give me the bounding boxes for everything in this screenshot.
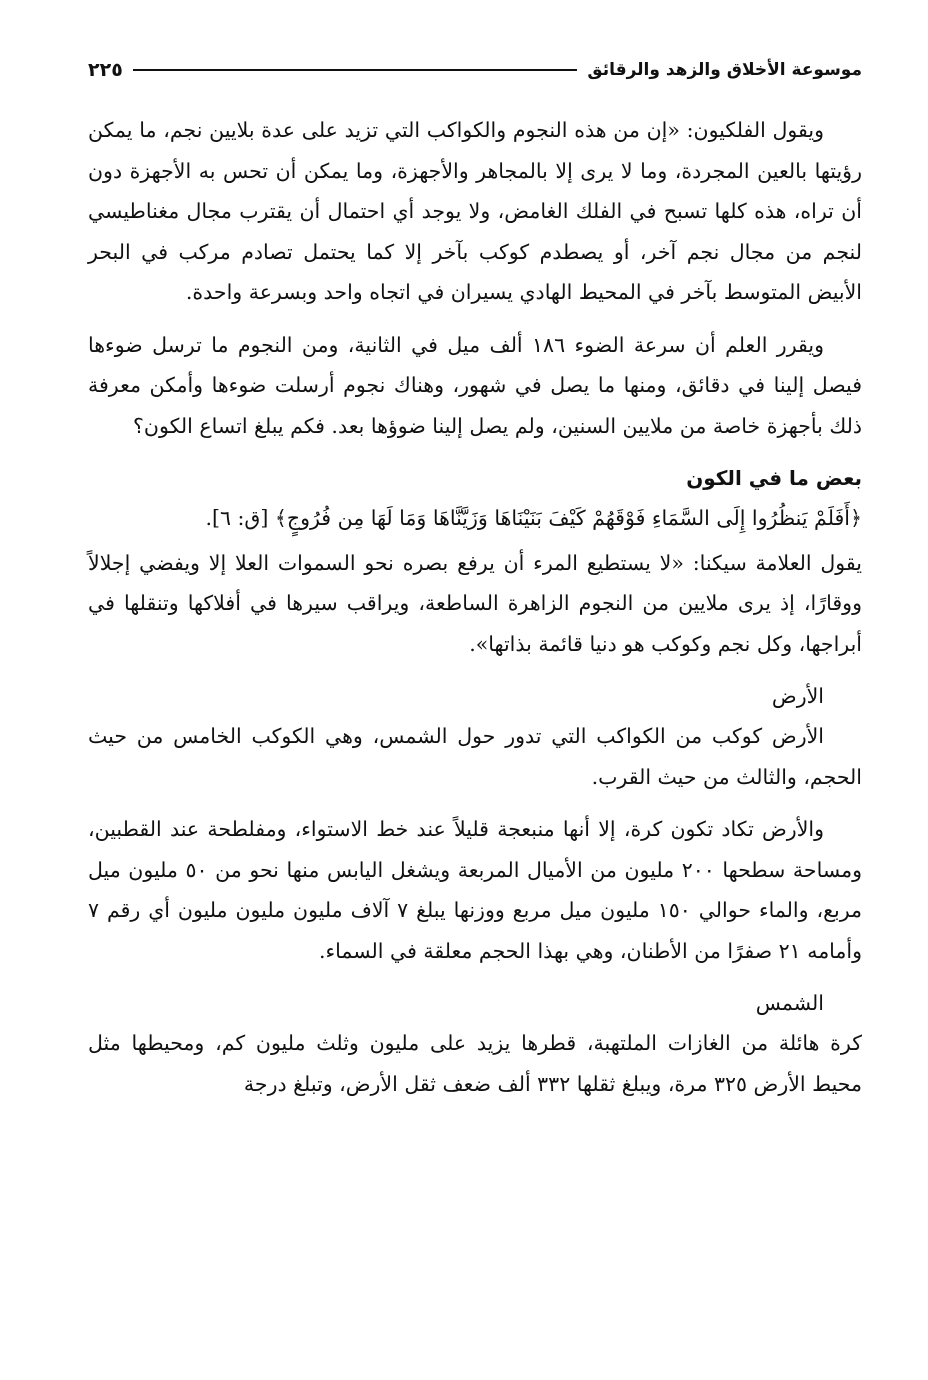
paragraph-earth-shape: والأرض تكاد تكون كرة، إلا أنها منبعجة قليلاً عند خط الاستواء، ومفلطحة عند القطبين، ومساحة سطحها ٢٠٠ مليون من الأميال المربعة ويشغل اليابس منها نحو من ٥٠ مليون ميل مربع، والماء حوالي ١٥٠ مليون ميل مربع ووزنها يبلغ ٧ آلاف مليون مليون مليون أي رقم ٧ وأمامه ٢١ صفرًا من الأطنان، وهي بهذا الحجم معلقة في السماء. — [88, 817, 862, 963]
page-body — [88, 110, 862, 1104]
quran-verse: ﴿أَفَلَمْ يَنظُرُوا إِلَى السَّمَاءِ فَوْقَهُمْ كَيْفَ بَنَيْنَاهَا وَزَيَّنَّاهَا وَمَا لَهَا مِن فُرُوجٍ﴾ [ق: ٦]. — [205, 506, 862, 530]
header-rule — [133, 69, 578, 71]
paragraph-earth-planet: الأرض كوكب من الكواكب التي تدور حول الشمس، وهي الكوكب الخامس من حيث الحجم، والثالث من حيث القرب. — [88, 724, 862, 789]
subheading-sun: الشمس — [755, 991, 824, 1015]
running-title: موسوعة الأخلاق والزهد والرقائق — [587, 60, 862, 80]
section-heading-universe: بعض ما في الكون — [686, 466, 862, 490]
page-number: ٢٢٥ — [88, 59, 123, 81]
paragraph-sun: كرة هائلة من الغازات الملتهبة، قطرها يزيد على مليون وثلث مليون كم، ومحيطها مثل محيط الأرض ٣٢٥ مرة، ويبلغ ثقلها ٣٣٢ ألف ضعف ثقل الأرض، وتبلغ درجة — [88, 1031, 862, 1096]
page-header — [88, 52, 862, 88]
subheading-earth: الأرض — [771, 684, 824, 708]
paragraph-astronomers-quote: ويقول الفلكيون: «إن من هذه النجوم والكواكب التي تزيد على عدة بلايين نجم، ما يمكن رؤيتها بالعين المجردة، وما لا يرى إلا بالمجاهر والأجهزة، وما يمكن أن تحس به الأجهزة دون أن تراه، هذه كلها تسبح في الفلك الغامض، ولا يوجد أي احتمال أن يقترب مجال مغناطيسي لنجم من مجال نجم آخر، أو يصطدم كوكب بآخر إلا كما يحتمل تصادم مركب في البحر الأبيض المتوسط بآخر في المحيط الهادي يسيران في اتجاه واحد وبسرعة واحدة. — [88, 118, 862, 304]
paragraph-speed-of-light: ويقرر العلم أن سرعة الضوء ١٨٦ ألف ميل في الثانية، ومن النجوم ما ترسل ضوءها فيصل إلينا في دقائق، ومنها ما يصل في شهور، وهناك نجوم أرسلت ضوءها وأمكن معرفة ذلك بأجهزة خاصة من ملايين السنين، ولم يصل إلينا ضوؤها بعد. فكم يبلغ اتساع الكون؟ — [88, 332, 862, 438]
paragraph-sikna-quote: يقول العلامة سيكنا: «لا يستطيع المرء أن يرفع بصره نحو السموات العلا إلا ويفضي إجلالاً ووقارًا، إذ يرى ملايين من النجوم الزاهرة الساطعة، ويراقب سيرها في أفلاكها وتنقلها في أبراجها، وكل نجم وكوكب هو دنيا قائمة بذاتها». — [88, 550, 862, 656]
